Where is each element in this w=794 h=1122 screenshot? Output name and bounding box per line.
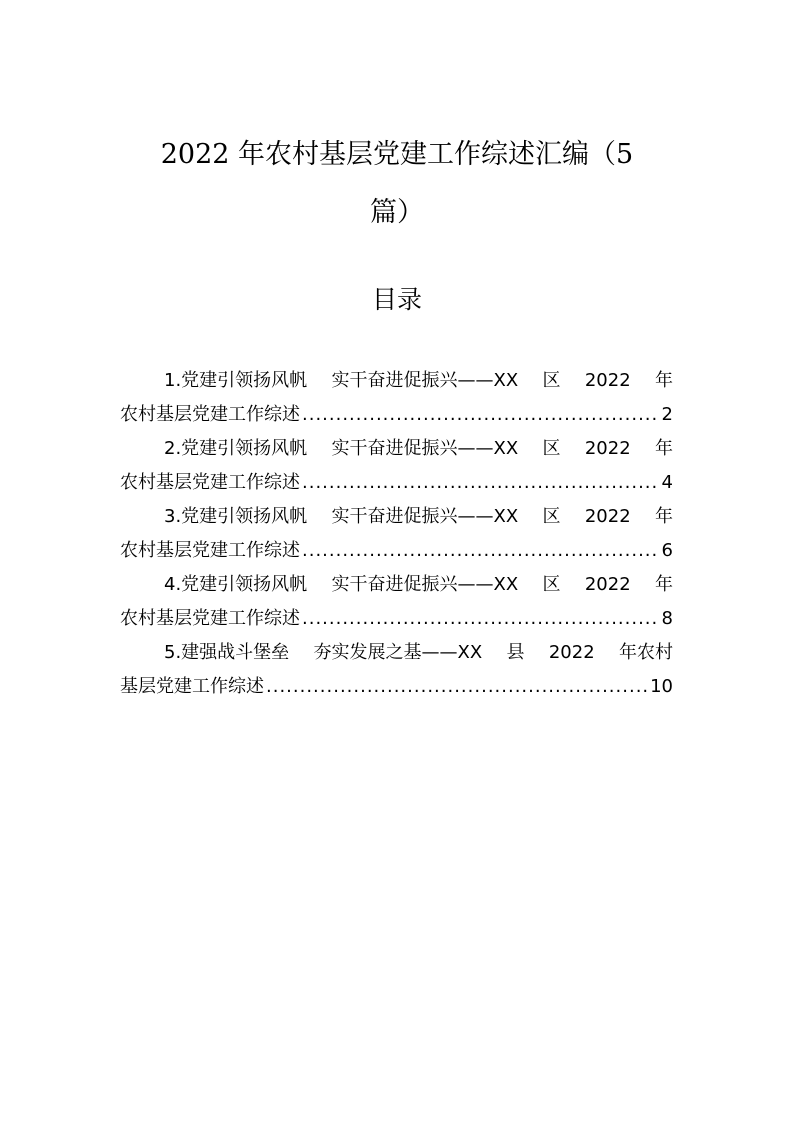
- table-of-contents: [120, 364, 673, 704]
- toc-title-part: 实干奋进促振兴——XX: [331, 506, 519, 527]
- toc-title-part: 2022: [584, 574, 631, 595]
- toc-title-part: 年: [654, 438, 673, 459]
- toc-title-part: 区: [542, 370, 561, 391]
- toc-entry-5[interactable]: [120, 636, 673, 704]
- toc-page-number: 2: [661, 404, 673, 425]
- toc-title-part: 3.党建引领扬风帆: [164, 506, 308, 527]
- toc-entry-title-line-1: [120, 636, 673, 670]
- toc-heading: 目录: [371, 285, 422, 314]
- toc-page-number: 8: [661, 608, 673, 629]
- document-title-line-1: 2022 年农村基层党建工作综述汇编（5: [160, 139, 634, 170]
- toc-dot-leader: [266, 670, 648, 704]
- toc-dot-leader: [302, 534, 660, 568]
- document-title-line-2: 篇）: [370, 197, 424, 228]
- toc-title-part: 实干奋进促振兴——XX: [331, 370, 519, 391]
- toc-entry-title-line-1: [120, 500, 673, 534]
- toc-entry-1[interactable]: [120, 364, 673, 432]
- toc-title-continuation: 农村基层党建工作综述: [120, 472, 300, 493]
- toc-title-part: 夯实发展之基——XX: [313, 642, 483, 663]
- toc-dot-leader: [302, 602, 660, 636]
- toc-title-part: 5.建强战斗堡垒: [164, 642, 290, 663]
- toc-entry-title-line-2: [120, 398, 673, 432]
- toc-title-part: 2022: [584, 438, 631, 459]
- toc-title-part: 县: [506, 642, 525, 663]
- toc-dot-leader: [302, 398, 660, 432]
- toc-entry-2[interactable]: [120, 432, 673, 500]
- toc-title-part: 4.党建引领扬风帆: [164, 574, 308, 595]
- toc-entry-title-line-2: [120, 534, 673, 568]
- toc-entry-title-line-1: [120, 568, 673, 602]
- toc-entry-4[interactable]: [120, 568, 673, 636]
- toc-page-number: 6: [661, 540, 673, 561]
- toc-title-part: 区: [542, 506, 561, 527]
- toc-entry-title-line-1: [120, 364, 673, 398]
- toc-title-part: 2022: [548, 642, 595, 663]
- toc-page-number: 4: [661, 472, 673, 493]
- toc-entry-title-line-2: [120, 602, 673, 636]
- toc-title-part: 年: [654, 506, 673, 527]
- toc-page-number: 10: [650, 676, 673, 697]
- toc-dot-leader: [302, 466, 660, 500]
- toc-title-part: 年农村: [618, 642, 673, 663]
- toc-title-part: 区: [542, 438, 561, 459]
- toc-title-part: 实干奋进促振兴——XX: [331, 438, 519, 459]
- toc-entry-3[interactable]: [120, 500, 673, 568]
- toc-title-continuation: 农村基层党建工作综述: [120, 404, 300, 425]
- toc-title-continuation: 农村基层党建工作综述: [120, 540, 300, 561]
- toc-title-part: 2.党建引领扬风帆: [164, 438, 308, 459]
- toc-title-part: 年: [654, 370, 673, 391]
- toc-entry-title-line-2: [120, 466, 673, 500]
- toc-title-part: 区: [542, 574, 561, 595]
- toc-entry-title-line-2: [120, 670, 673, 704]
- toc-title-part: 2022: [584, 506, 631, 527]
- toc-title-part: 年: [654, 574, 673, 595]
- toc-title-part: 1.党建引领扬风帆: [164, 370, 308, 391]
- toc-title-continuation: 农村基层党建工作综述: [120, 608, 300, 629]
- toc-title-part: 实干奋进促振兴——XX: [331, 574, 519, 595]
- toc-entry-title-line-1: [120, 432, 673, 466]
- toc-title-part: 2022: [584, 370, 631, 391]
- toc-title-continuation: 基层党建工作综述: [120, 676, 264, 697]
